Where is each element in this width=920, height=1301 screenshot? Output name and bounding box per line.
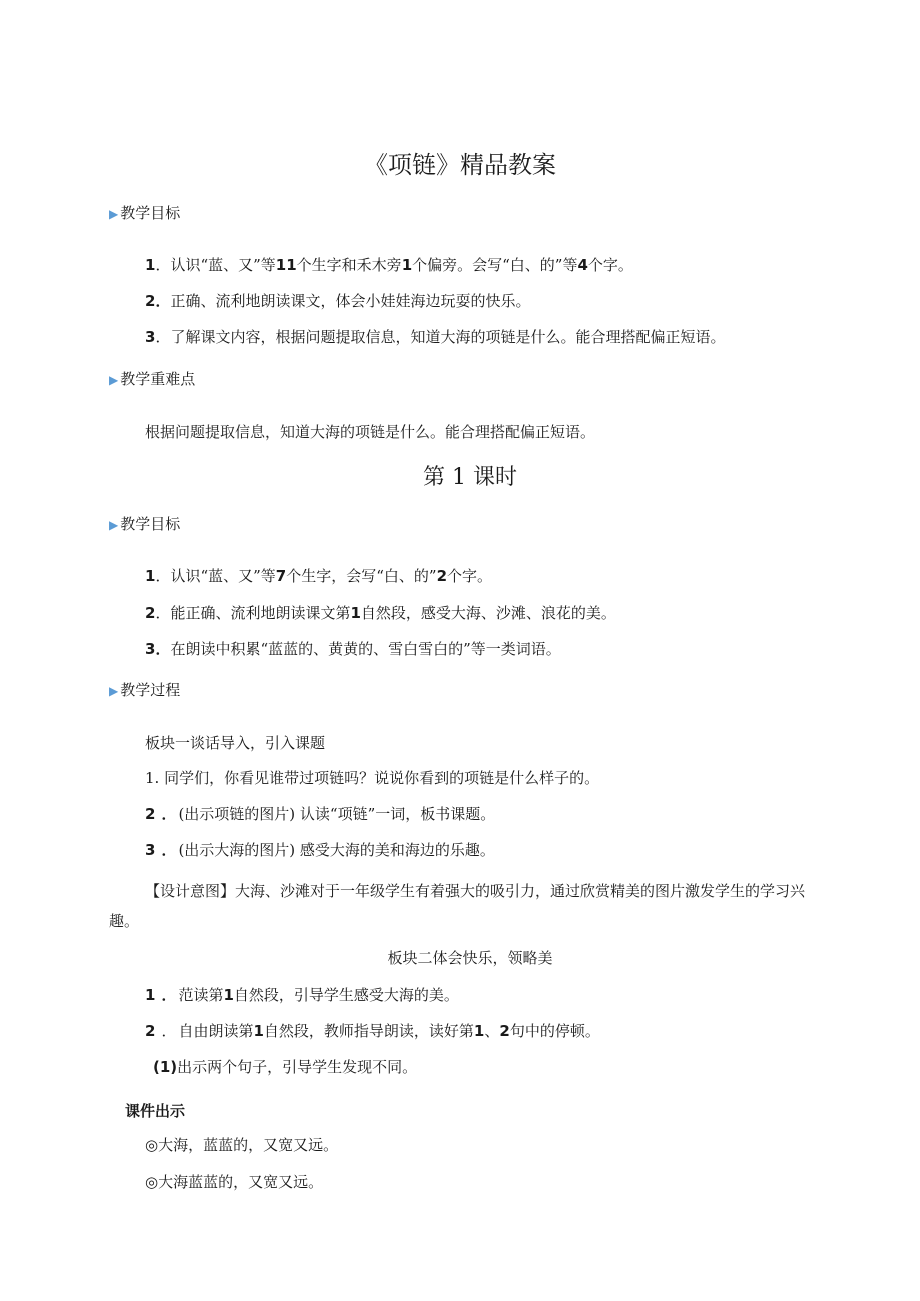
lesson-goal-item-3: 3．在朗读中积累“蓝蓝的、黄黄的、雪白雪白的”等一类词语。 xyxy=(145,640,561,658)
block2-item-2: 2 ． 自由朗读第1自然段，教师指导朗读，读好第1、2句中的停顿。 xyxy=(145,1022,600,1040)
goal-item-3: 3．了解课文内容，根据问题提取信息，知道大海的项链是什么。能合理搭配偏正短语。 xyxy=(145,328,726,346)
section-heading-lesson-goals xyxy=(109,514,180,535)
design-intent-text: 大海、沙滩对于一年级学生有着强大的吸引力，通过欣赏精美的图片激发学生的学习兴趣。 xyxy=(109,882,806,930)
triangle-bullet-icon: ▶ xyxy=(109,684,119,698)
goal-item-2: 2．正确、流利地朗读课文，体会小娃娃海边玩耍的快乐。 xyxy=(145,292,531,310)
section-heading-label: 教学重难点 xyxy=(120,370,196,388)
courseware-sentence-2: ◎大海蓝蓝的，又宽又远。 xyxy=(145,1173,324,1191)
triangle-bullet-icon: ▶ xyxy=(109,373,119,387)
lesson-goal-item-2: 2．能正确、流利地朗读课文第1自然段，感受大海、沙滩、浪花的美。 xyxy=(145,604,616,622)
section-heading-label: 教学过程 xyxy=(120,681,181,699)
courseware-sentence-1: ◎大海，蓝蓝的，又宽又远。 xyxy=(145,1136,339,1154)
block1-item-2: 2 ． (出示项链的图片) 认读“项链”一词，板书课题。 xyxy=(145,805,496,823)
courseware-label: 课件出示 xyxy=(125,1102,186,1120)
goal-item-1: 1．认识“蓝、又”等11个生字和禾木旁1个偏旁。会写“白、的”等4个字。 xyxy=(145,256,633,274)
block2-title: 板块二体会快乐，领略美 xyxy=(387,949,553,967)
document-title: 《项链》精品教案 xyxy=(364,151,556,179)
section-heading-difficulty xyxy=(109,369,195,390)
lesson-goal-item-1: 1．认识“蓝、又”等7个生字，会写“白、的”2个字。 xyxy=(145,567,493,585)
section-heading-label: 教学目标 xyxy=(120,204,181,222)
block1-item-1: 1. 同学们，你看见谁带过项链吗？说说你看到的项链是什么样子的。 xyxy=(145,769,600,787)
block2-sub-item-1: (1)出示两个句子，引导学生发现不同。 xyxy=(153,1058,418,1076)
design-intent-label: 【设计意图】 xyxy=(145,882,236,900)
triangle-bullet-icon: ▶ xyxy=(109,207,119,221)
section-heading-goals xyxy=(109,203,180,224)
difficulty-text: 根据问题提取信息，知道大海的项链是什么。能合理搭配偏正短语。 xyxy=(145,423,596,441)
section-heading-label: 教学目标 xyxy=(120,515,181,533)
block1-item-3: 3 ． (出示大海的图片) 感受大海的美和海边的乐趣。 xyxy=(145,841,495,859)
block1-title: 板块一谈话导入，引入课题 xyxy=(145,734,326,752)
section-heading-process xyxy=(109,680,180,701)
triangle-bullet-icon: ▶ xyxy=(109,518,119,532)
design-intent-paragraph xyxy=(109,876,834,936)
block2-item-1: 1 ． 范读第1自然段，引导学生感受大海的美。 xyxy=(145,986,459,1004)
lesson-title: 第 1 课时 xyxy=(423,465,517,490)
